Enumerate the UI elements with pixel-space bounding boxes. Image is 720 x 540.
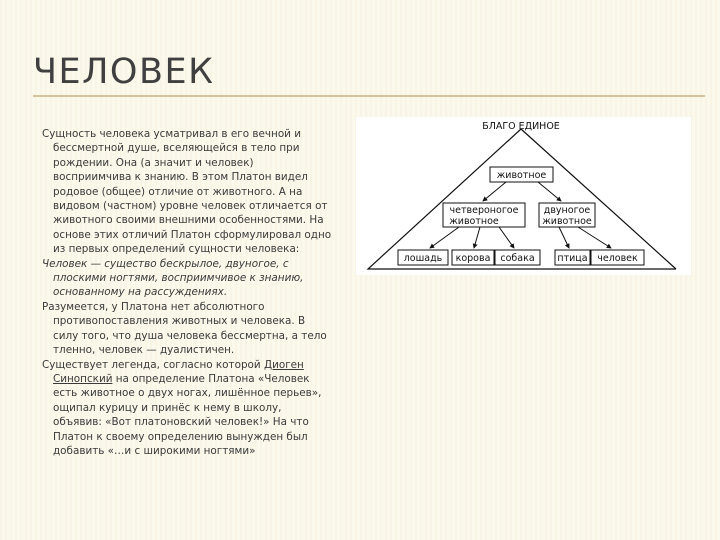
label-dog: собака — [500, 253, 535, 264]
legend-text-end: на определение Платона «Человек есть животное о двух ногах, лишённое перьев», ощипал курицу и принёс к нему в школу, объявив: «Вот платоновский человек!» На что Платон к своему определению вынужден был добавить «…и с широкими ногтями» — [53, 372, 322, 457]
arrow-to-human — [578, 227, 611, 248]
label-animal: животное — [496, 170, 547, 181]
arrow-animal-to-twolegged — [538, 182, 561, 201]
classification-diagram — [356, 117, 691, 275]
arrow-to-cow — [474, 227, 480, 248]
arrow-to-bird — [559, 227, 569, 248]
slide-body-text — [42, 127, 332, 458]
title-underline — [33, 95, 705, 97]
label-fourlegged-2: животное — [449, 216, 499, 227]
label-fourlegged-1: четвероногое — [449, 205, 519, 216]
label-horse: лошадь — [403, 253, 443, 264]
label-twolegged-2: животное — [542, 216, 592, 227]
label-twolegged-1: двуногое — [543, 205, 591, 216]
paragraph-definition: Человек — существо бескрылое, двуногое, с плоскими ногтями, восприимчивое к знанию, основанному на рассуждениях. — [42, 257, 304, 299]
pyramid-right-edge — [521, 129, 676, 269]
diogenes-link[interactable]: Диоген Синопский — [53, 358, 304, 385]
label-cow: корова — [455, 253, 491, 264]
label-bird: птица — [557, 253, 588, 264]
pyramid-outline — [368, 129, 676, 269]
paragraph-dualism: Разумеется, у Платона нет абсолютного противопоставления животных и человека. В силу того, что душа человека бессмертна, а тело тленно, человек — дуалистичен. — [42, 300, 327, 357]
diagram-top-label: БЛАГО ЕДИНОЕ — [482, 121, 560, 132]
paragraph-essence: Сущность человека усматривал в его вечной и бессмертной душе, вселяющейся в тело при рождении. Она (а значит и человек) восприимчива к знанию. В этом Платон видел родовое (общее) отличие от животного. А на видовом (частном) уровне человек отличается от животного своими внешними особенностями. На основе этих отличий Платон сформулировал одно из первых определений сущности человека: — [42, 128, 332, 256]
arrow-to-horse — [430, 227, 459, 248]
label-human: человек — [597, 253, 638, 264]
legend-text-start: Существует легенда, согласно которой — [42, 358, 264, 371]
arrow-animal-to-fourlegged — [483, 182, 506, 201]
arrow-to-dog — [499, 227, 514, 248]
diagram-svg — [356, 117, 691, 275]
slide-title: ЧЕЛОВЕК — [33, 52, 215, 92]
paragraph-legend — [42, 358, 332, 459]
